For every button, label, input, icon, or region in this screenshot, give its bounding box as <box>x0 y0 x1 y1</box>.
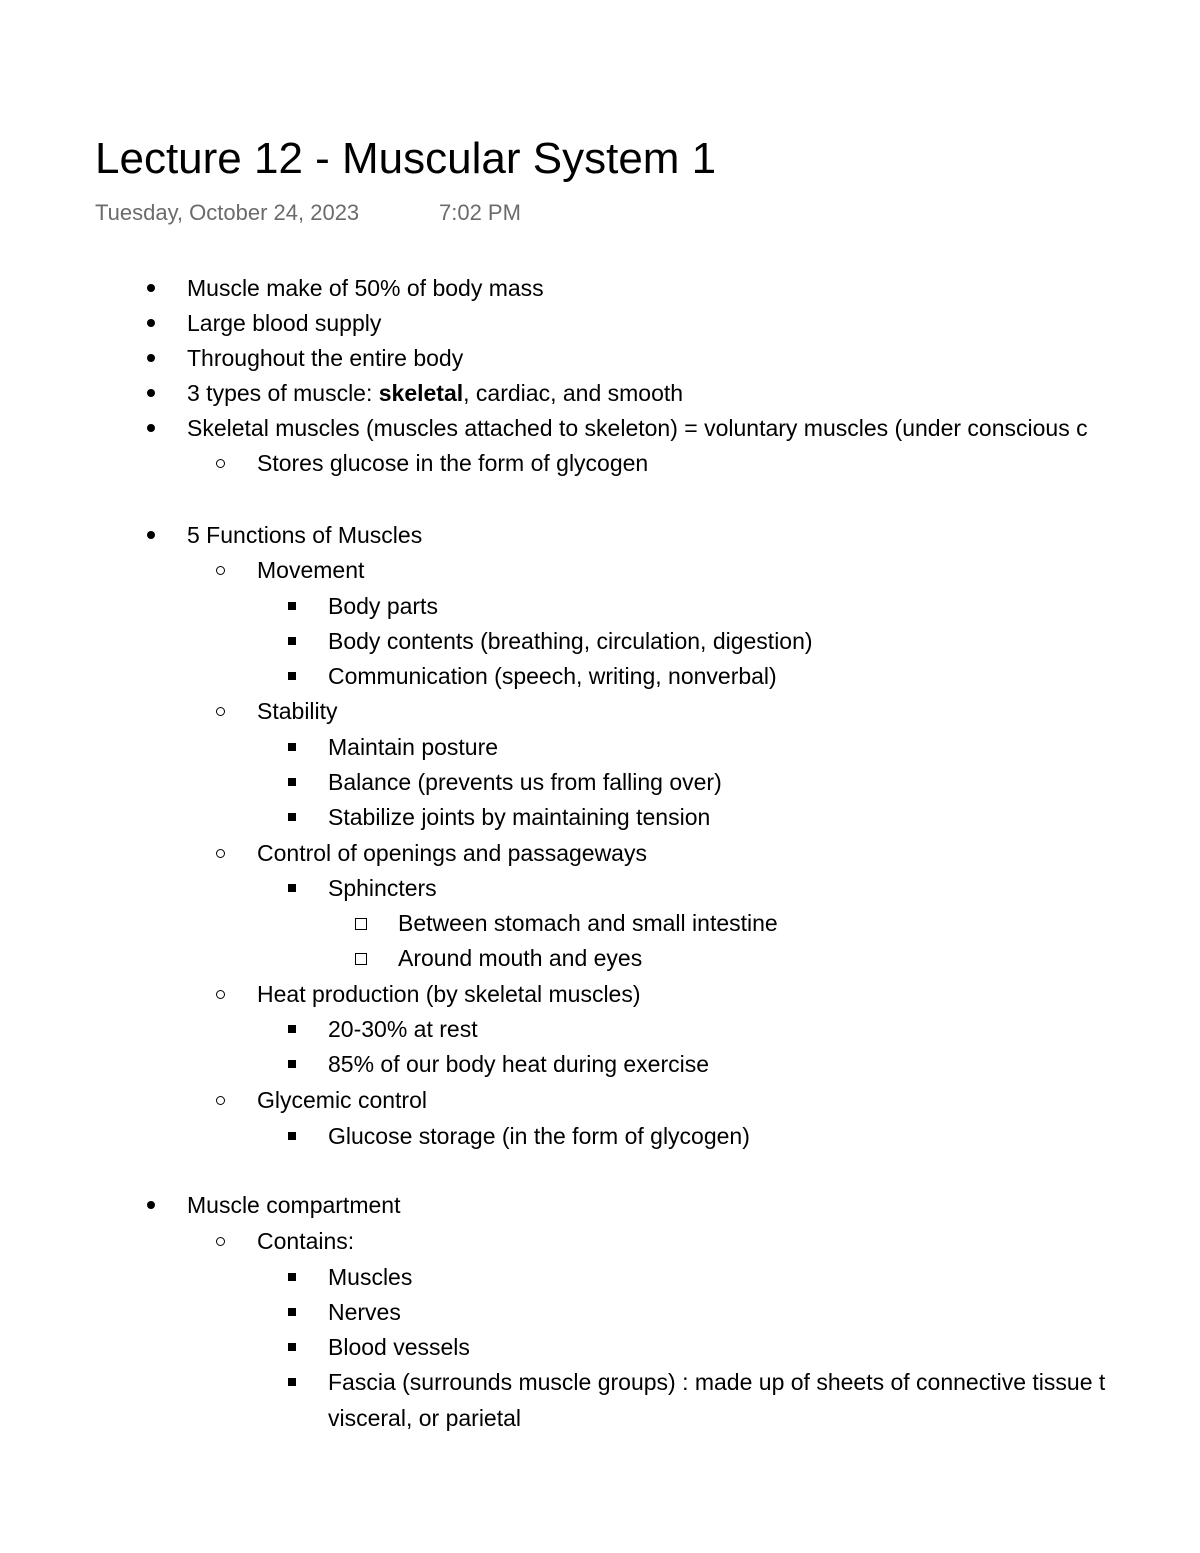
list-item: Around mouth and eyes <box>398 945 643 971</box>
square-bullet-icon <box>282 627 302 645</box>
square-bullet-icon <box>282 1122 302 1140</box>
disc-bullet-icon <box>141 274 161 292</box>
list-item: Glucose storage (in the form of glycogen) <box>328 1123 750 1149</box>
list-item: Between stomach and small intestine <box>398 910 778 936</box>
list-item: Body contents (breathing, circulation, digestion) <box>328 628 813 654</box>
list-item-continuation: visceral, or parietal <box>328 1405 522 1431</box>
square-bullet-icon <box>282 1333 302 1351</box>
list-item: Glycemic control <box>257 1087 427 1113</box>
list-item-text: 3 types of muscle: <box>187 380 379 406</box>
circle-bullet-icon <box>210 1086 230 1105</box>
square-bullet-icon <box>282 1015 302 1033</box>
circle-bullet-icon <box>210 697 230 716</box>
square-bullet-icon <box>282 1050 302 1068</box>
circle-bullet-icon <box>210 449 230 468</box>
list-item: 20-30% at rest <box>328 1016 478 1042</box>
list-item: Fascia (surrounds muscle groups) : made up of sheets of connective tissue t <box>328 1369 1106 1395</box>
list-item: Stores glucose in the form of glycogen <box>257 450 649 476</box>
list-item: Sphincters <box>328 875 437 901</box>
list-item: Stability <box>257 698 338 724</box>
square-bullet-icon <box>282 1263 302 1281</box>
note-title: Lecture 12 - Muscular System 1 <box>95 134 717 183</box>
list-item: Body parts <box>328 593 438 619</box>
box-bullet-icon <box>351 944 371 965</box>
list-item: 85% of our body heat during exercise <box>328 1051 710 1077</box>
square-bullet-icon <box>282 874 302 892</box>
note-timestamp <box>95 199 521 227</box>
disc-bullet-icon <box>141 379 161 397</box>
square-bullet-icon <box>282 592 302 610</box>
disc-bullet-icon <box>141 521 161 539</box>
disc-bullet-icon <box>141 414 161 432</box>
circle-bullet-icon <box>210 980 230 999</box>
list-item: Movement <box>257 557 365 583</box>
list-item: Muscle make of 50% of body mass <box>187 275 544 301</box>
list-item: Heat production (by skeletal muscles) <box>257 981 641 1007</box>
list-item: Blood vessels <box>328 1334 470 1360</box>
list-item: 5 Functions of Muscles <box>187 522 423 548</box>
square-bullet-icon <box>282 733 302 751</box>
list-item: Muscle compartment <box>187 1192 401 1218</box>
square-bullet-icon <box>282 662 302 680</box>
list-item: Control of openings and passageways <box>257 840 647 866</box>
square-bullet-icon <box>282 1368 302 1386</box>
list-item: Skeletal muscles (muscles attached to skeleton) = voluntary muscles (under conscious c <box>187 415 1088 441</box>
bold-term: skeletal <box>378 380 464 406</box>
list-item <box>187 379 683 407</box>
circle-bullet-icon <box>210 1227 230 1246</box>
list-item: Nerves <box>328 1299 401 1325</box>
list-item: Communication (speech, writing, nonverbal) <box>328 663 777 689</box>
list-item: Throughout the entire body <box>187 345 464 371</box>
list-item: Balance (prevents us from falling over) <box>328 769 722 795</box>
list-item: Maintain posture <box>328 734 499 760</box>
disc-bullet-icon <box>141 309 161 327</box>
list-item: Stabilize joints by maintaining tension <box>328 804 711 830</box>
list-item: Muscles <box>328 1264 413 1290</box>
list-item: Contains: <box>257 1228 355 1254</box>
square-bullet-icon <box>282 803 302 821</box>
circle-bullet-icon <box>210 556 230 575</box>
list-item: Large blood supply <box>187 310 382 336</box>
disc-bullet-icon <box>141 1191 161 1209</box>
square-bullet-icon <box>282 768 302 786</box>
disc-bullet-icon <box>141 344 161 362</box>
list-item-text: , cardiac, and smooth <box>463 380 684 406</box>
box-bullet-icon <box>351 909 371 930</box>
circle-bullet-icon <box>210 839 230 858</box>
square-bullet-icon <box>282 1298 302 1316</box>
note-time: 7:02 PM <box>439 200 521 225</box>
note-date: Tuesday, October 24, 2023 <box>95 200 360 225</box>
